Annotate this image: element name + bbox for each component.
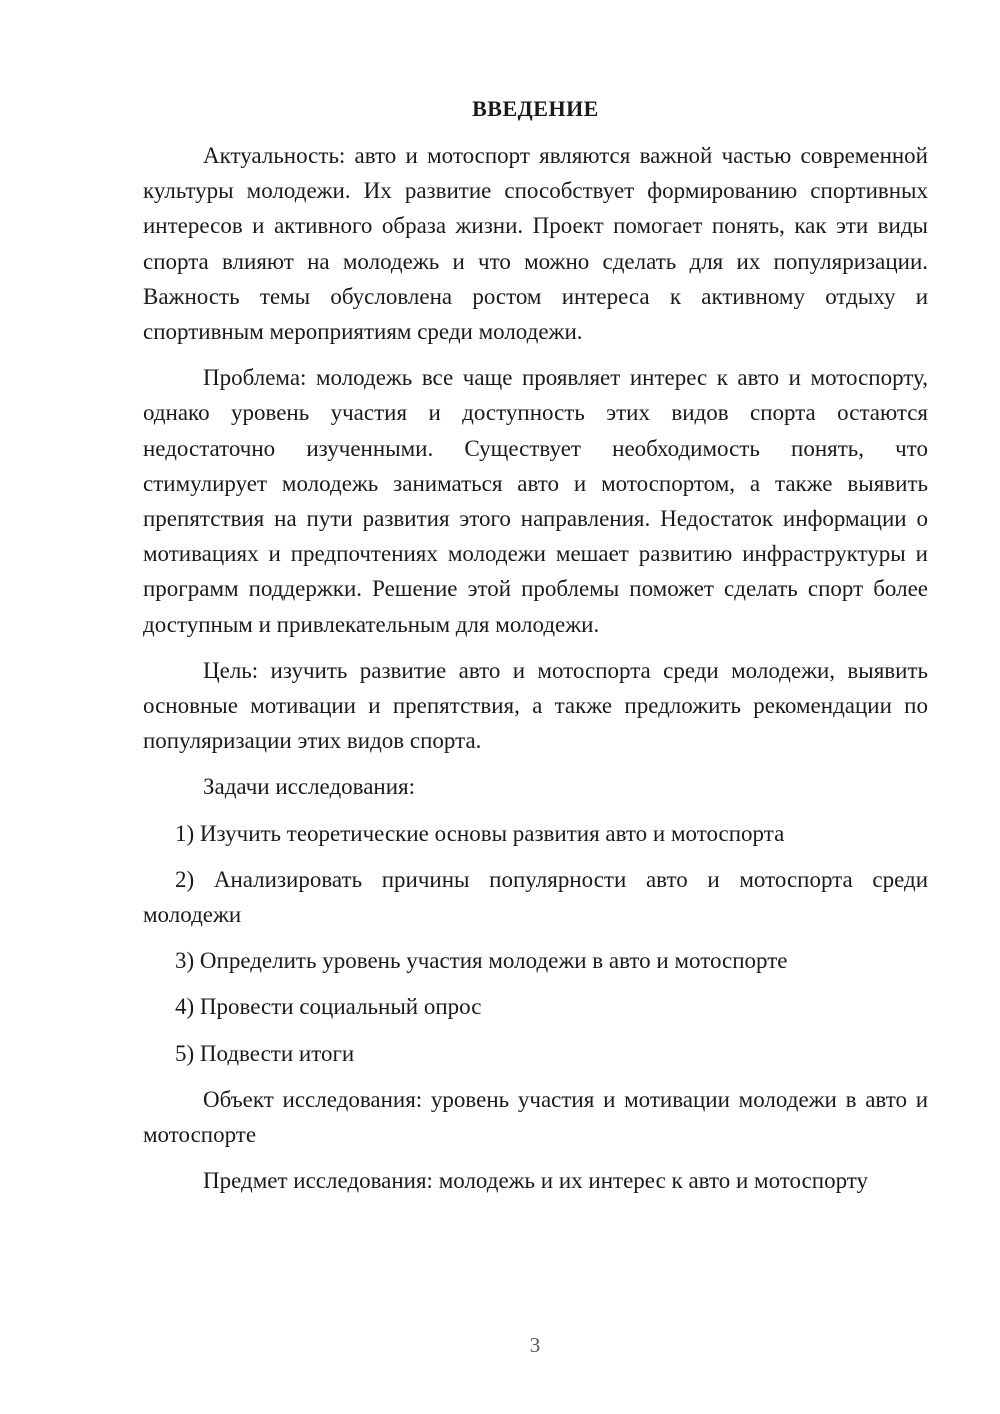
relevance-paragraph: Актуальность: авто и мотоспорт являются важной частью современной культуры молодежи. Их развитие способствует формированию спортивных интересов и активного образа жизни. Проект помогает понять, как эти виды спорта влияют на молодежь и что можно сделать для их популяризации. Важность темы обусловлена ростом интереса к активному отдыху и спортивным мероприятиям среди молодежи. [143,143,928,345]
task-item-3: 3) Определить уровень участия молодежи в авто и мотоспорте [175,948,788,974]
task-item-2: 2) Анализировать причины популярности авто и мотоспорта среди молодежи [143,866,928,928]
page-body [143,92,928,1209]
goal-paragraph: Цель: изучить развитие авто и мотоспорта среди молодежи, выявить основные мотивации и препятствия, а также предложить рекомендации по популяризации этих видов спорта. [143,657,928,754]
task-item-4: 4) Провести социальный опрос [175,994,482,1020]
research-object-paragraph: Объект исследования: уровень участия и мотивации молодежи в авто и мотоспорте [143,1086,928,1148]
problem-paragraph: Проблема: молодежь все чаще проявляет интерес к авто и мотоспорту, однако уровень участия и доступность этих видов спорта остаются недостаточно изученными. Существует необходимость понять, что стимулирует молодежь заниматься авто и мотоспортом, а также выявить препятствия на пути развития этого направления. Недостаток информации о мотивациях и предпочтениях молодежи мешает развитию инфраструктуры и программ поддержки. Решение этой проблемы поможет сделать спорт более доступным и привлекательным для молодежи. [143,365,928,637]
page-title: ВВЕДЕНИЕ [472,96,599,121]
page-number: 3 [529,1333,541,1357]
tasks-heading: Задачи исследования: [203,774,416,800]
task-item-1: 1) Изучить теоретические основы развития авто и мотоспорта [175,820,785,846]
research-subject-paragraph: Предмет исследования: молодежь и их интерес к авто и мотоспорту [203,1168,869,1194]
task-item-5: 5) Подвести итоги [175,1040,355,1066]
